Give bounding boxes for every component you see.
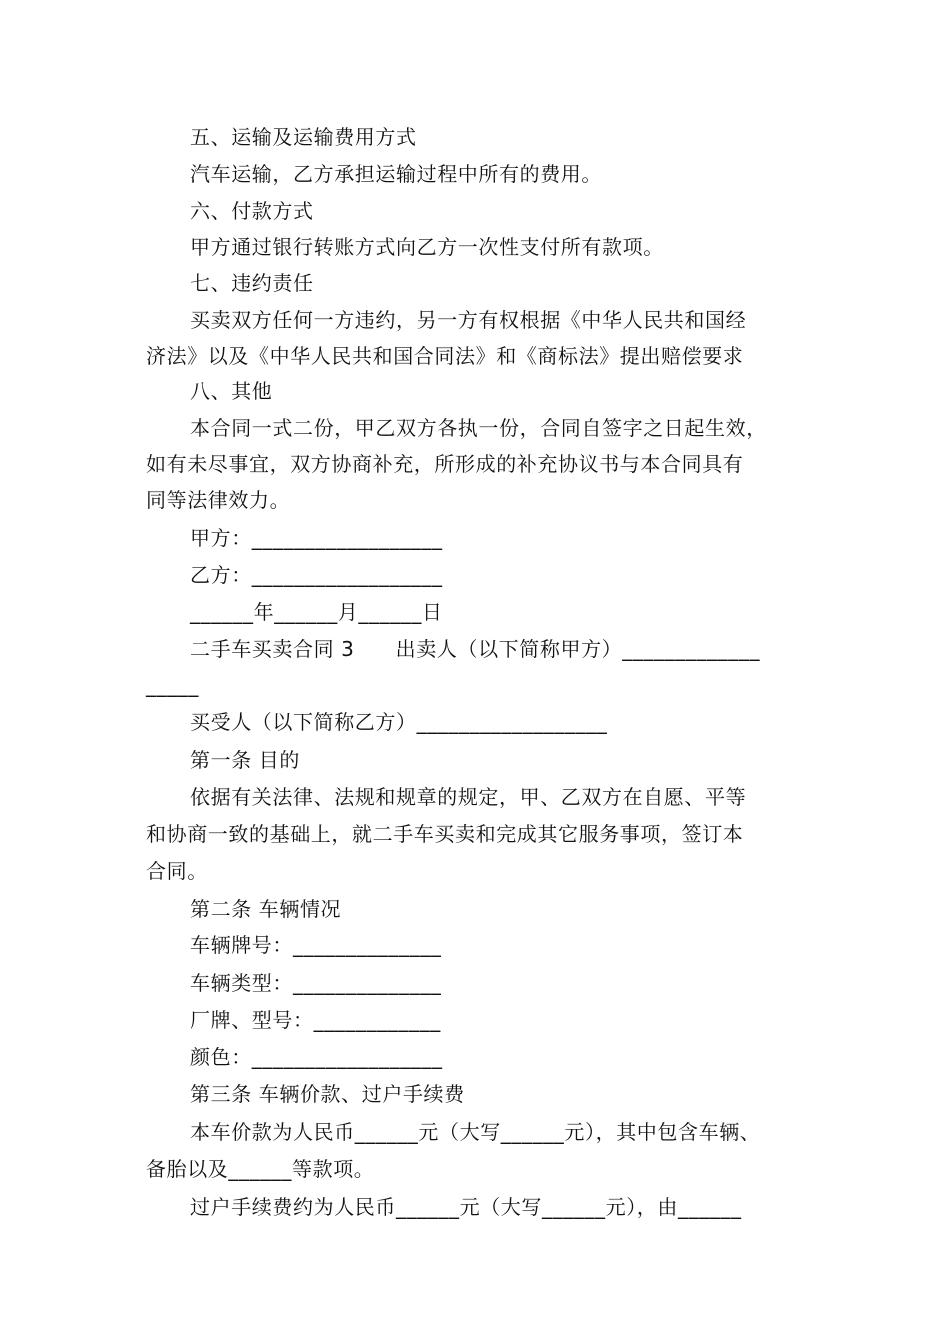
brand-model-field: 厂牌、型号：____________ [190, 1008, 441, 1032]
text-liability-1: 买卖双方任何一方违约，另一方有权根据《中华人民共和国经 [190, 308, 747, 332]
transfer-fee-text: 过户手续费约为人民币______元（大写______元），由______ [190, 1195, 742, 1219]
text-transport: 汽车运输，乙方承担运输过程中所有的费用。 [190, 162, 602, 186]
vehicle-type-field: 车辆类型：______________ [190, 971, 442, 995]
article-1-text-3: 合同。 [146, 859, 208, 883]
color-field: 颜色：__________________ [190, 1045, 443, 1069]
text-liability-2: 济法》以及《中华人民共和国合同法》和《商标法》提出赔偿要求 [146, 344, 744, 368]
heading-payment: 六、付款方式 [190, 199, 314, 223]
seller-line-continuation: _____ [146, 673, 199, 697]
text-other-1: 本合同一式二份，甲乙双方各执一份，合同自签字之日起生效， [190, 416, 767, 440]
heading-liability: 七、违约责任 [190, 271, 314, 295]
article-1-text-1: 依据有关法律、法规和规章的规定，甲、乙双方在自愿、平等 [190, 785, 747, 809]
price-text-1: 本车价款为人民币______元（大写______元），其中包含车辆、 [190, 1120, 761, 1144]
text-payment: 甲方通过银行转账方式向乙方一次性支付所有款项。 [190, 235, 664, 259]
article-3-heading: 第三条 车辆价款、过户手续费 [190, 1082, 465, 1106]
date-line: ______年______月______日 [190, 600, 443, 624]
plate-number-field: 车辆牌号：______________ [190, 933, 442, 957]
text-other-2: 如有未尽事宜，双方协商补充，所形成的补充协议书与本合同具有 [146, 452, 744, 476]
party-a-signature-line: 甲方：__________________ [190, 526, 443, 550]
buyer-line: 买受人（以下简称乙方）__________________ [190, 710, 608, 734]
price-text-2: 备胎以及______等款项。 [146, 1157, 375, 1181]
party-b-signature-line: 乙方：__________________ [190, 563, 443, 587]
article-1-text-2: 和协商一致的基础上，就二手车买卖和完成其它服务事项，签订本 [146, 822, 744, 846]
heading-transport: 五、运输及运输费用方式 [190, 125, 417, 149]
article-2-heading: 第二条 车辆情况 [190, 897, 342, 921]
text-other-3: 同等法律效力。 [146, 488, 291, 512]
heading-other: 八、其他 [190, 379, 273, 403]
article-1-heading: 第一条 目的 [190, 748, 300, 772]
contract-3-seller-line: 二手车买卖合同 3 出卖人（以下简称甲方）_____________ [190, 637, 761, 661]
